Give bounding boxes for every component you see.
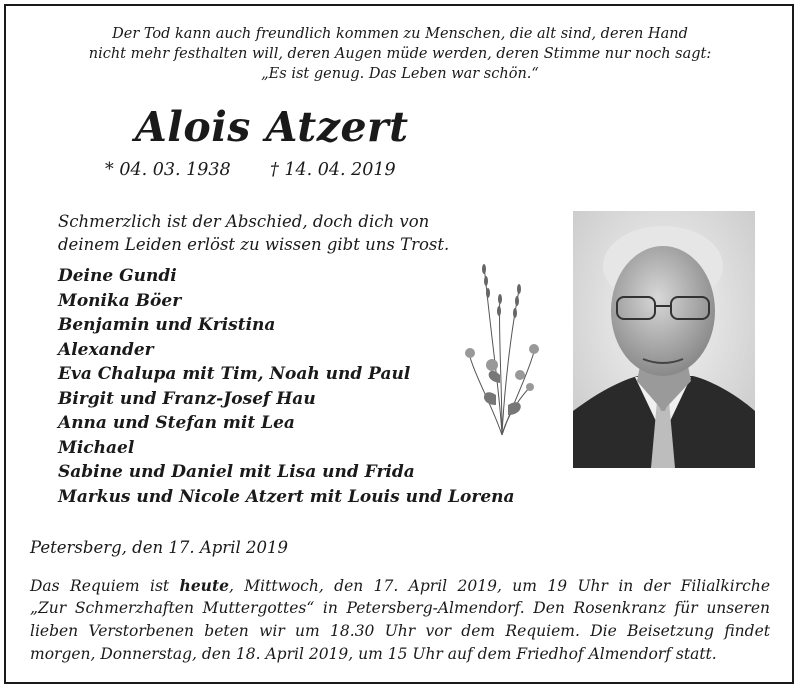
mourner: Sabine und Daniel mit Lisa und Frida	[58, 462, 415, 482]
requiem-line-1: Das Requiem ist heute, Mittwoch, den 17. April 2019, um 19 Uhr in der Filialkirche	[30, 576, 770, 595]
death-date: † 14. 04. 2019	[270, 160, 396, 180]
mourner: Eva Chalupa mit Tim, Noah und Paul	[58, 364, 411, 384]
requiem-line-4: morgen, Donnerstag, den 18. April 2019, um 15 Uhr auf dem Friedhof Almendorf statt.	[30, 645, 717, 663]
mourner: Alexander	[58, 339, 154, 360]
intro-line-1: Schmerzlich ist der Abschied, doch dich von	[58, 212, 430, 231]
mourner: Michael	[58, 437, 135, 458]
mourner: Deine Gundi	[58, 266, 177, 286]
requiem-line-2: „Zur Schmerzhaften Muttergottes“ in Petersberg-Almendorf. Den Rosenkranz für unseren	[30, 599, 770, 617]
grain-bouquet-icon	[462, 255, 542, 440]
mourner: Markus und Nicole Atzert mit Louis und Lorena	[58, 486, 515, 507]
motto-line-3: „Es ist genug. Das Leben war schön.“	[261, 66, 539, 82]
place-date: Petersberg, den 17. April 2019	[30, 538, 288, 557]
requiem-highlight: heute	[179, 576, 229, 595]
portrait-photo	[573, 211, 755, 468]
motto-line-1: Der Tod kann auch freundlich kommen zu Menschen, die alt sind, deren Hand	[112, 26, 688, 42]
requiem-line-3: lieben Verstorbenen beten wir um 18.30 Uhr vor dem Requiem. Die Beisetzung findet	[30, 622, 770, 640]
mourner: Anna und Stefan mit Lea	[58, 413, 295, 433]
mourner: Birgit und Franz-Josef Hau	[58, 388, 316, 409]
intro-line-2: deinem Leiden erlöst zu wissen gibt uns Trost.	[58, 235, 450, 254]
mourner: Monika Böer	[58, 290, 182, 311]
deceased-name: Alois Atzert	[135, 103, 409, 151]
motto-line-2: nicht mehr festhalten will, deren Augen müde werden, deren Stimme nur noch sagt:	[88, 46, 712, 62]
birth-date: * 04. 03. 1938	[105, 160, 231, 180]
mourner: Benjamin und Kristina	[58, 315, 276, 335]
